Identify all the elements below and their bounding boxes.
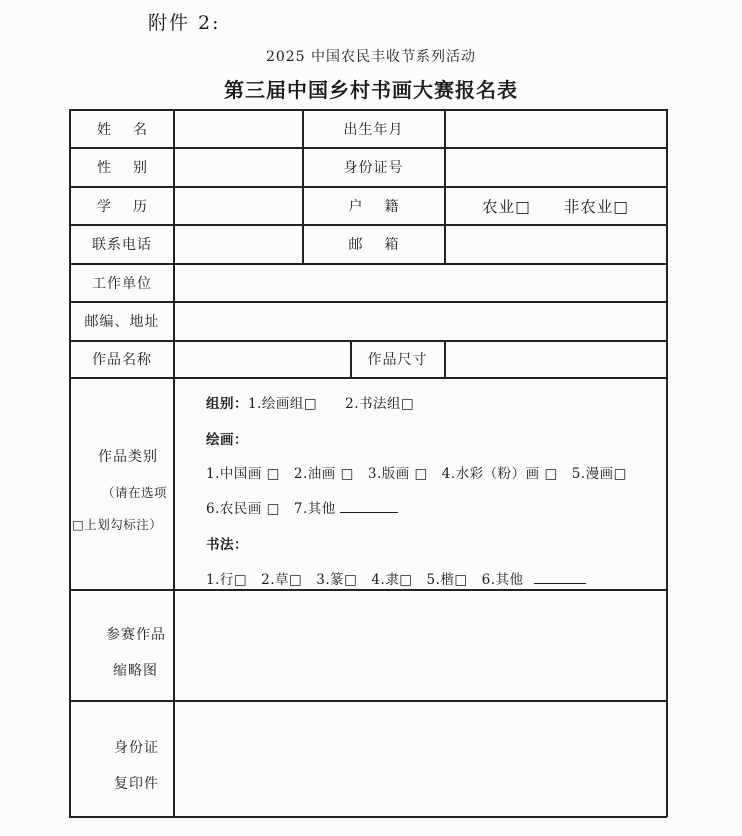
calligraphy-other-blank[interactable] xyxy=(534,571,586,584)
group-heading: 组别： xyxy=(206,396,248,412)
calligraphy-options-text[interactable]: 1.行□ 2.草□ 3.篆□ 4.隶□ 5.楷□ 6.其他 xyxy=(206,572,524,588)
name-field[interactable] xyxy=(174,110,302,147)
painting-options-row2-text[interactable]: 6.农民画 □ 7.其他 xyxy=(206,501,336,517)
hukou-label: 户籍 xyxy=(348,198,421,215)
group-options[interactable]: 1.绘画组□ 2.书法组□ xyxy=(248,396,415,412)
phone-field[interactable] xyxy=(174,225,302,263)
category-note-line1: （请在选项 xyxy=(102,485,168,500)
work-name-field[interactable] xyxy=(174,341,350,377)
employer-field[interactable] xyxy=(174,264,666,301)
calligraphy-options-row[interactable] xyxy=(206,568,586,588)
email-field[interactable] xyxy=(445,225,666,263)
birth-label: 出生年月 xyxy=(343,121,404,138)
form-title: 第三届中国乡村书画大赛报名表 xyxy=(224,78,518,102)
address-label: 邮编、地址 xyxy=(84,314,160,330)
email-label: 邮箱 xyxy=(348,237,421,253)
name-label: 姓名 xyxy=(97,121,169,138)
address-field[interactable] xyxy=(174,302,666,340)
education-label: 学历 xyxy=(97,198,169,215)
employer-label: 工作单位 xyxy=(92,275,152,292)
category-label: 作品类别 xyxy=(98,449,158,465)
hukou-options[interactable]: 农业□ 非农业□ xyxy=(482,197,629,216)
gender-field[interactable] xyxy=(174,148,302,186)
education-field[interactable] xyxy=(174,187,302,224)
painting-other-blank[interactable] xyxy=(340,500,398,513)
id-number-label: 身份证号 xyxy=(343,160,404,176)
category-note-line2: □上划勾标注） xyxy=(72,517,163,532)
work-size-label: 作品尺寸 xyxy=(367,352,428,368)
attachment-label: 附件 2: xyxy=(148,12,221,34)
painting-options-row1[interactable]: 1.中国画 □ 2.油画 □ 3.版画 □ 4.水彩（粉）画 □ 5.漫画□ xyxy=(206,466,627,482)
thumbnail-label-line2: 缩略图 xyxy=(113,663,158,679)
event-subtitle: 2025 中国农民丰收节系列活动 xyxy=(265,49,477,65)
id-number-field[interactable] xyxy=(445,148,666,186)
idcopy-upload-area[interactable] xyxy=(174,701,666,816)
idcopy-label-line1: 身份证 xyxy=(114,740,159,756)
calligraphy-heading: 书法： xyxy=(206,537,248,553)
idcopy-label-line2: 复印件 xyxy=(114,776,159,792)
painting-heading: 绘画： xyxy=(206,432,248,448)
gender-label: 性别 xyxy=(97,160,169,176)
phone-label: 联系电话 xyxy=(92,237,152,253)
group-row[interactable] xyxy=(206,392,414,412)
thumbnail-upload-area[interactable] xyxy=(174,590,666,700)
thumbnail-label-line1: 参赛作品 xyxy=(106,627,166,643)
work-name-label: 作品名称 xyxy=(92,352,152,368)
painting-options-row2[interactable] xyxy=(206,497,398,517)
birth-field[interactable] xyxy=(445,110,666,147)
work-size-field[interactable] xyxy=(445,341,666,377)
